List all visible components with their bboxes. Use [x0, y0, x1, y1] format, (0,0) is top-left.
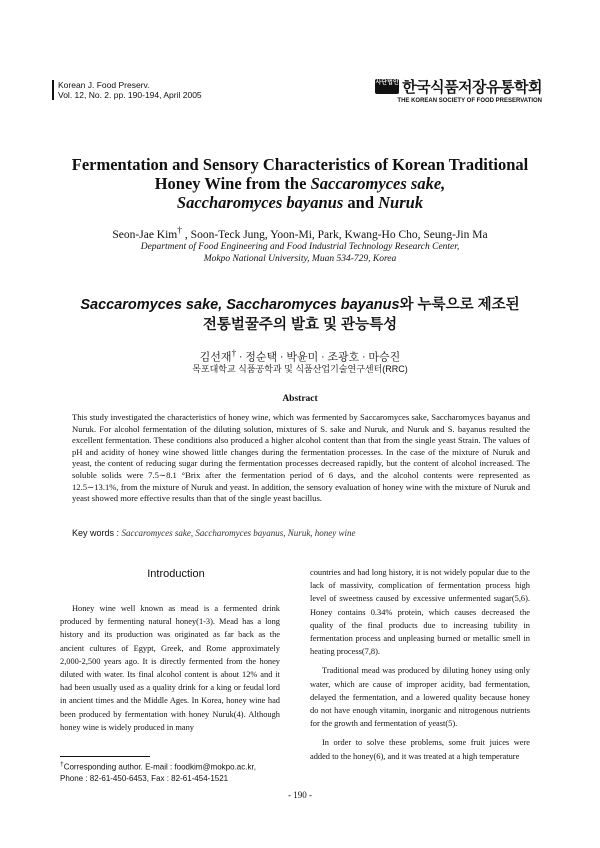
title-line-3: Saccharomyces bayanus and Nuruk — [176, 193, 424, 212]
title-ko-line-2: 전통벌꿀주의 발효 및 관능특성 — [202, 317, 398, 333]
abstract-heading: Abstract — [282, 394, 318, 404]
paper-title-en — [40, 155, 560, 212]
intro-left-column: Honey wine well known as mead is a fermented drink produced by fermenting natural honey(1-3). Mead has a long history and its production was originated as far back as the ancient cultures of Egypt, Greek, and Rome approximately 2,000-2,500 years ago. It is directly fermented from the honey diluted with water. Its final alcohol content is about 12% and it had been usually used as a quality drink for a king or feudal lord in ancient times and the Middle Ages. In Korea, honey wine had been produced by fermentation with honey Nuruk(4). Although honey wine is widely produced in many — [60, 604, 280, 732]
paragraph: In order to solve these problems, some fruit juices were added to the honey(6), and it was treated at a high temperature — [310, 738, 530, 761]
society-logo: 사단법인 — [375, 79, 399, 94]
abstract-body: This study investigated the characteristics of honey wine, which was fermented by Saccaromyces sake, Saccharomyces bayanus and Nuruk. For alcohol fermentation of the diluting solution, mixtures of S. sake and Nuruk, and Nuruk and S. bayanus resulted the excellent fermentation. These conditions also produced a higher alcohol content than that from the single yeast Strain. The values of pH and acidity of honey wine showed little changes during the fermentation processes. In the case of the mixture of Nuruk and yeast, the content of reducing sugar during the fermentation processes decreased rapidly, but the content of alcohol increased. The soluble solids were 7.5∼8.1 °Brix after the fermentation period of 6 days, and the alcohol contents were represented as 12.5∼13.1%, from the mixture of Nuruk and yeast. In addition, the sensory evaluation of honey wine with the mixture of Nuruk and yeast showed more effective results than that of the single yeast bacillus. — [72, 412, 530, 504]
paper-title-ko — [40, 295, 560, 335]
page-number: - 190 - — [288, 790, 312, 800]
authors-en: Seon-Jae Kim† , Soon-Teck Jung, Yoon-Mi, Park, Kwang-Ho Cho, Seung-Jin Ma — [112, 225, 488, 241]
section-heading-introduction: Introduction — [147, 568, 205, 580]
title-line-2: Honey Wine from the Saccaromyces sake, — [154, 174, 446, 193]
footnote-divider — [60, 756, 150, 757]
title-ko-line-1: Saccaromyces sake, Saccharomyces bayanus와 누룩으로 제조된 — [80, 297, 520, 313]
authors-ko: 김선재† · 정순택 · 박윤미 · 조광호 · 마승진 — [199, 348, 401, 364]
paragraph: Traditional mead was produced by diluting honey using only water, which are cause of improper acidity, bad fermentation, delayed the fermentation, and a lowered quality because honey do not have enough vitamin, inorganic and nitrogenous nutrients for the growth and fermentation of yeast(5). — [310, 666, 530, 729]
journal-volume: Vol. 12, No. 2. pp. 190-194, April 2005 — [58, 90, 202, 100]
journal-name: Korean J. Food Preserv. — [58, 80, 150, 90]
keywords-label: Key words : — [72, 528, 122, 538]
keywords — [72, 528, 530, 538]
title-line-1: Fermentation and Sensory Characteristics of Korean Traditional — [71, 155, 529, 174]
society-name-en: THE KOREAN SOCIETY OF FOOD PRESERVATION — [397, 98, 542, 104]
affiliation-ko: 목포대학교 식품공학과 및 식품산업기술연구센터(RRC) — [192, 364, 408, 374]
society-header — [375, 76, 542, 104]
affiliation-en: Department of Food Engineering and Food Industrial Technology Research Center, Mokpo National University, Muan 534-729, Korea — [140, 242, 460, 264]
keywords-value: Saccaromyces sake, Saccharomyces bayanus, Nuruk, honey wine — [121, 528, 356, 538]
paragraph: countries and had long history, it is not widely popular due to the lack of massivity, complication of fermentation process high level of sweetness caused by excessive unfermented sugar(5,6). Honey contains 0.34% protein, which causes decreased the quality of the final products due to increasing tubility in fermentation process and unpleasing burned or metallic smell in heating process(7,8). — [310, 568, 530, 657]
corresponding-author-footnote: †Corresponding author. E-mail : foodkim@mokpo.ac.kr, Phone : 82-61-450-6453, Fax : 82-61-454-1521 — [60, 761, 256, 783]
intro-right-column — [310, 566, 530, 769]
society-name-ko: 한국식품저장유통학회 — [402, 79, 542, 96]
journal-citation — [52, 80, 202, 100]
